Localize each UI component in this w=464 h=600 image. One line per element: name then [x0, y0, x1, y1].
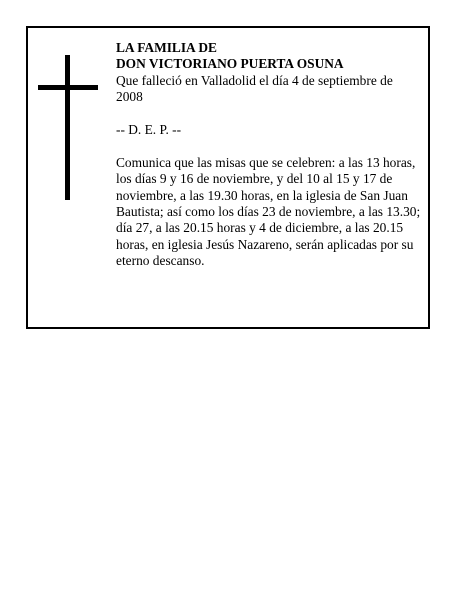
heading-deceased-name: DON VICTORIANO PUERTA OSUNA — [116, 56, 344, 72]
notice-text — [116, 40, 422, 270]
cross-horizontal-bar — [38, 85, 98, 90]
rip-line: -- D. E. P. -- — [116, 122, 182, 138]
cross-vertical-bar — [65, 55, 70, 200]
masses-text: Comunica que las misas que se celebren: a las 13 horas, los días 9 y 16 de noviembre, y del 10 al 15 y 17 de noviembre, a las 19.30 horas, en la iglesia de San Juan Bautista; así como los días 23 de noviembre, a las 13.30; día 27, a las 20.15 horas y 4 de diciembre, a las 20.15 horas, en iglesia Jesús Nazareno, serán aplicadas por su eterno descanso. — [116, 154, 421, 269]
death-info: Que falleció en Valladolid el día 4 de septiembre de 2008 — [116, 72, 393, 105]
obituary-notice — [26, 26, 430, 329]
spacer — [116, 138, 422, 154]
spacer — [116, 106, 422, 122]
cross-icon — [38, 55, 98, 200]
heading-family: LA FAMILIA DE — [116, 40, 217, 55]
